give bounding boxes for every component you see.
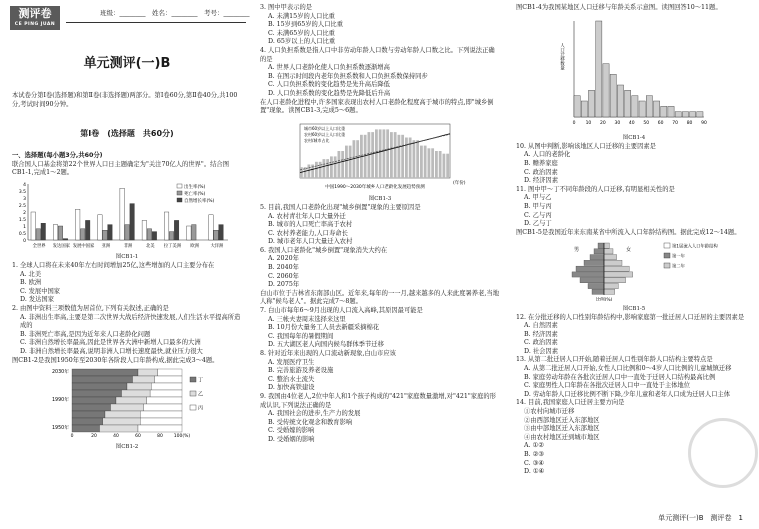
bar-2: [41, 223, 46, 240]
answer-option: D. 五大湖区老人向国内候鸟群体季节迁移: [268, 341, 384, 349]
question-text: 8. 针对近年来出现的人口流动新现象,白山市应该: [260, 350, 396, 357]
answer-option: A. 农村青壮年人口大量外迁: [268, 212, 346, 220]
bar: [588, 90, 594, 117]
figure-caption: 图CB1-1: [115, 254, 139, 261]
stacked-segment: [144, 404, 183, 411]
bar: [383, 129, 386, 178]
pyramid-bar-female: [604, 284, 618, 289]
bar-2: [152, 231, 157, 239]
bar-0: [142, 220, 147, 240]
bar: [308, 164, 311, 178]
pyramid-bar-male: [588, 284, 604, 289]
legend-swatch: [190, 391, 196, 396]
answer-option: D. 乙与丁: [524, 220, 552, 228]
y-tick-label: 0.5: [18, 231, 26, 237]
column-2: [260, 0, 500, 445]
bar-2: [108, 224, 113, 239]
bar-0: [120, 188, 125, 240]
intro-text: 本试卷分第Ⅰ卷(选择题)和第Ⅱ卷(非选择题)两部分。第Ⅰ卷60分,第Ⅱ卷40分,共100分,考试时间90分钟。: [12, 92, 238, 108]
stacked-bar-age-structure: [12, 365, 242, 439]
year-label: 1990年: [51, 398, 69, 404]
year-label: 1950年: [51, 426, 69, 432]
question-text: 7. 白山市每年6～9月出现的人口流入高峰,其原因最可能是: [260, 307, 423, 315]
legend-label: 城市60岁以上人口比重: [304, 125, 346, 131]
bar-0: [31, 212, 36, 240]
answer-option: B. 10月份大量务工人员去新疆采摘棉花: [268, 324, 380, 332]
bar-0: [209, 215, 214, 240]
answer-option: D. 2075年: [268, 281, 300, 289]
answer-option: A. 2020年: [268, 255, 299, 263]
x-tick-label: 0: [572, 120, 576, 126]
pyramid-bar-female: [604, 266, 629, 271]
bar: [326, 159, 329, 178]
y-tick-label: 3: [23, 196, 26, 202]
pyramid-bar-male: [598, 243, 604, 248]
stacked-segment: [155, 376, 183, 383]
pyramid-bar-female: [604, 249, 613, 254]
bar-1: [58, 226, 63, 240]
watermark-seal: [688, 418, 758, 488]
logo: 测评卷 CE PING JUAN: [10, 6, 60, 30]
bar: [610, 74, 616, 117]
stacked-segment: [103, 418, 140, 425]
line-chart-aging-trend: [280, 116, 480, 192]
bar: [413, 140, 416, 178]
y-tick-label: 4: [23, 182, 26, 188]
page-title: 单元测评(一)B: [83, 56, 171, 71]
bar: [443, 153, 446, 177]
stacked-segment: [140, 411, 182, 418]
stacked-segment: [158, 369, 182, 376]
stacked-segment: [111, 404, 144, 411]
question-text: 在人口老龄化进程中,许多国家表现出农村人口老龄化程度高于城市的特点,即"城乡倒置"现象。读图CB1-3,完成5～6题。: [260, 98, 494, 115]
answer-option: D. 非洲自然增长率最高,说明非洲人口增长速度最快,就业压力很大: [20, 347, 203, 355]
legend-label: 出生率(%): [184, 184, 206, 190]
pyramid-bar-female: [604, 261, 622, 266]
x-axis-label: (年份): [453, 180, 466, 186]
legend-label: 第1届流入人口年龄结构: [672, 244, 718, 250]
x-tick-label: 100(%): [173, 434, 191, 440]
bar-1: [36, 229, 41, 240]
x-tick-label: 拉丁美洲: [163, 243, 182, 249]
answer-option: D. 经济因素: [524, 177, 559, 185]
bar: [349, 145, 352, 177]
x-tick-label: 70: [672, 120, 678, 126]
question-text: ④由农村地区迁到城市地区: [524, 433, 600, 441]
stacked-segment: [72, 383, 127, 390]
histogram-migration-age: [556, 13, 716, 131]
bar-2: [174, 220, 179, 240]
question-text: 10. 从图中判断,影响该地区人口迁移的主要因素是: [516, 142, 656, 150]
answer-option: B. 2040年: [268, 264, 299, 272]
question-text: 11. 图中甲～丁不同年龄段的人口迁移,有明显相关性的是: [516, 185, 675, 193]
answer-option: B. 完善旅游及养老设施: [268, 367, 334, 375]
x-tick-label: 30: [614, 120, 621, 126]
pyramid-bar-male: [590, 255, 604, 260]
x-axis-label: 比例(%): [595, 298, 613, 302]
bar: [435, 151, 438, 178]
bar-1: [80, 229, 85, 240]
answer-option: C. 政治因素: [524, 339, 558, 347]
answer-option: B. 受传统文化观念和教育影响: [268, 418, 353, 426]
header-fields: 班级：________ 姓名：________ 考号：________: [100, 9, 250, 17]
x-tick-label: 20: [600, 120, 606, 126]
x-tick-label: 10: [585, 120, 592, 126]
pyramid-bar-male: [572, 272, 604, 277]
stacked-segment: [138, 425, 182, 432]
answer-option: B. 城市的人口死亡率高于农村: [268, 221, 353, 229]
bar-1: [214, 230, 219, 240]
figure-caption: 图CB1-3: [368, 196, 392, 203]
answer-option: B. 欧洲: [20, 279, 42, 287]
bar: [617, 85, 623, 117]
answer-option: D. 社会因素: [524, 347, 559, 355]
question-text: ③由中部地区迁入东部地区: [524, 425, 600, 433]
bar-0: [187, 226, 192, 240]
question-text: 1. 全球人口将在未来40年左右时间增加25亿,这些增加的人口主要分布在: [12, 261, 215, 269]
question-text: 白山市位于吉林省东南部山区。近年来,每年的一一月,越来越多的人来此度暑养老,当地人称"候鸟老人"。据此完成7～8题。: [260, 289, 499, 306]
answer-option: C. 受婚嫁的影响: [268, 427, 315, 435]
stacked-segment: [100, 425, 139, 432]
answer-option: C. 我国每年的暑假期间: [268, 332, 334, 340]
answer-option: B. 15岁到65岁的人口比重: [268, 21, 344, 29]
bar: [420, 145, 423, 177]
question-list: [12, 262, 242, 365]
question-text: ②由西部地区迁入东部地区: [524, 416, 600, 424]
x-tick-label: 发展中国家: [72, 243, 95, 249]
stacked-segment: [72, 369, 138, 376]
bar-2: [63, 238, 68, 239]
answer-option: C. 未满65岁的人口比重: [268, 29, 335, 37]
column-3: [516, 0, 752, 477]
bar: [345, 145, 348, 177]
legend-label: 第一年: [672, 254, 685, 260]
bar: [439, 151, 442, 178]
answer-option: A. 发展医疗卫生: [268, 358, 315, 366]
stacked-segment: [72, 376, 133, 383]
answer-option: C. 2060年: [268, 272, 299, 280]
bar: [697, 111, 703, 116]
answer-option: A. 三帐夫妻周末选择来这里: [268, 315, 346, 323]
bar: [424, 145, 427, 177]
x-tick-label: 大洋洲: [210, 243, 224, 249]
bar: [315, 162, 318, 178]
x-tick-label: 80: [157, 434, 163, 440]
pyramid-bar-female: [604, 290, 615, 295]
x-tick-label: 80: [686, 120, 693, 126]
bar: [632, 95, 638, 116]
question-text: 12. 在分批迁移的人口性别年龄结构中,影响家庭第一批迁居人口迁居的主要因素是: [516, 313, 745, 321]
answer-option: D. 加快高铁建设: [268, 384, 315, 392]
question-text: 14. 目前,我国家庭人口迁居主要方向是: [516, 399, 625, 407]
bar-0: [98, 215, 103, 240]
bar-0: [164, 212, 169, 240]
question-text: 3. 图中甲表示的是: [260, 4, 313, 11]
figure-caption: 图CB1-2: [115, 443, 139, 450]
bar: [661, 106, 667, 117]
answer-option: A. 甲与乙: [524, 194, 552, 202]
pyramid-bar-male: [594, 249, 604, 254]
answer-option: A. 我国社会的进步,生产力的发展: [268, 410, 361, 418]
bar: [596, 21, 602, 117]
x-tick-label: 0: [70, 434, 74, 440]
bar: [574, 95, 580, 116]
answer-option: C. 发展中国家: [20, 287, 61, 295]
answer-option: C. 家庭男性人口年龄在各批次迁居人口中一直处于主体地位: [524, 382, 691, 390]
pyramid-bar-male: [580, 278, 604, 283]
stacked-segment: [72, 397, 116, 404]
stacked-segment: [127, 383, 151, 390]
question-text: 5. 目前,我国人口老龄化出现"城乡倒置"现象的主要原因是: [260, 203, 421, 211]
bar: [653, 101, 659, 117]
stacked-segment: [116, 397, 147, 404]
bar-1: [103, 230, 108, 240]
bar: [364, 135, 367, 178]
x-tick-label: 北美: [145, 243, 155, 249]
answer-option: C. 政治因素: [524, 168, 558, 176]
stacked-segment: [147, 397, 182, 404]
bar-chart-birth-death: [12, 178, 242, 250]
stacked-segment: [133, 376, 155, 383]
answer-option: C. ③④: [524, 459, 544, 467]
pyramid-bar-female: [604, 255, 617, 260]
legend-label: 农村/城市占比: [304, 137, 330, 143]
answer-option: B. 赡养家庭: [524, 159, 558, 167]
y-tick-label: 0: [23, 238, 26, 244]
x-tick-label: 非洲: [123, 243, 133, 249]
stacked-segment: [138, 369, 158, 376]
legend-label: 自然增长率(%): [184, 198, 215, 204]
stacked-segment: [72, 418, 103, 425]
legend-label: 第二年: [672, 264, 685, 270]
bar: [394, 132, 397, 178]
bar: [625, 90, 631, 117]
bar: [323, 159, 326, 178]
answer-option: B. 甲与丙: [524, 202, 552, 210]
answer-option: C. 人口负担系数的变化趋势是先升高后降低: [268, 81, 390, 89]
answer-option: C. 乙与丙: [524, 211, 552, 219]
legend-swatch: [177, 198, 182, 202]
bar: [675, 111, 681, 116]
bar: [690, 111, 696, 116]
x-tick-label: 全世界: [32, 243, 46, 249]
bar: [446, 153, 449, 177]
figure-intro: 图CB1-4为我国某地区人口迁移与年龄关系示意图。读图回答10～11题。: [516, 4, 722, 11]
y-tick-label: 1: [23, 224, 26, 230]
bar-1: [147, 229, 152, 240]
pyramid-bar-male: [584, 261, 604, 266]
legend-swatch: [190, 405, 196, 410]
answer-option: D. 劳动年龄人口迁移比例不断下降,少年儿童和老年人口成为迁居人口主体: [524, 390, 731, 398]
x-tick-label: 40: [113, 434, 119, 440]
question-text: 4. 人口负担系数是指人口中非劳动年龄人口数与劳动年龄人口数之比。下列说法正确的是: [260, 46, 495, 63]
answer-option: A. 未满15岁的人口比重: [268, 12, 335, 20]
bar: [416, 140, 419, 178]
legend-swatch: [664, 243, 670, 248]
pyramid-bar-female: [604, 278, 626, 283]
population-pyramid: [534, 237, 734, 301]
figure-caption: 图CB1-4: [622, 135, 646, 142]
answer-option: D. 受婚姻的影响: [268, 435, 315, 443]
bar: [603, 63, 609, 116]
question-list: [260, 4, 500, 116]
answer-option: B. 家庭劳动年龄在各批次迁居人口中一直处于迁居人口结构最高比例: [524, 373, 716, 381]
stacked-segment: [140, 418, 182, 425]
x-tick-label: 60: [135, 434, 141, 440]
pyramid-bar-male: [576, 266, 604, 271]
answer-option: A. 世界人口老龄化使人口负担系数逐渐增高: [268, 64, 390, 72]
x-tick-label: 90: [701, 120, 707, 126]
stacked-segment: [105, 411, 140, 418]
bar-0: [53, 224, 58, 239]
section-heading: 一、选择题(每小题3分,共60分): [12, 152, 103, 159]
answer-option: B. 经济因素: [524, 330, 558, 338]
intro-block: [12, 92, 242, 109]
page-footer: 单元测评(一)B 测评卷 1: [658, 514, 743, 522]
legend-swatch: [177, 191, 182, 195]
answer-option: A. 非洲出生率高,主要是第二次世界大战后经济快速发展,人们生活水平提高所造成的: [20, 313, 241, 330]
bar-0: [75, 209, 80, 240]
bar: [379, 129, 382, 178]
answer-option: D. 发达国家: [20, 296, 55, 304]
question-text: 9. 我国由4位老人,2位中年人和1个孩子构成的"421"家庭数量激增,对"421"家庭的形成认识,下列说法正确的是: [260, 392, 496, 409]
x-tick-label: 40: [628, 120, 635, 126]
bar: [431, 148, 434, 178]
legend-label: 丁: [198, 377, 204, 384]
answer-option: D. 人口负担系数的变化趋势是先降低后升高: [268, 89, 391, 97]
bar-1: [169, 231, 174, 239]
bar: [668, 106, 674, 117]
bar: [386, 129, 389, 178]
answer-option: A. 自然因素: [524, 322, 558, 330]
year-label: 2030年: [51, 370, 69, 376]
y-tick-label: 2.5: [18, 203, 26, 209]
answer-option: D. ①④: [524, 468, 545, 476]
stacked-segment: [122, 390, 151, 397]
question-text: 2. 由图中资料三项数值为居首位,下列有关叙述,正确的是: [12, 304, 169, 312]
bar: [341, 151, 344, 178]
answer-option: D. 城市老年人口大量迁入农村: [268, 238, 353, 246]
pyramid-bar-male: [592, 290, 604, 295]
female-label: 女: [626, 247, 632, 254]
bar: [646, 95, 652, 116]
answer-option: C. 整治水土流失: [268, 375, 315, 383]
answer-option: D. 65岁以上的人口比重: [268, 38, 336, 46]
answer-option: A. ①②: [524, 442, 544, 450]
legend-swatch: [190, 377, 196, 382]
male-label: 男: [574, 247, 580, 254]
bar: [639, 101, 645, 117]
answer-option: A. 人口的老龄化: [524, 151, 571, 159]
answer-option: A. 从第二批迁居人口开始,女性人口比例和0～4岁人口比例的儿童城镇迁移: [524, 365, 732, 373]
x-tick-label: 欧洲: [190, 243, 199, 249]
legend-label: 死亡率(%): [184, 191, 206, 197]
bar: [405, 137, 408, 178]
bar: [338, 151, 341, 178]
question-text: 图CB1-5是我国近年来东南某省中所流入人口年龄结构图。据此完成12～14题。: [516, 228, 741, 236]
pyramid-bar-female: [604, 243, 609, 248]
x-tick-label: 发达国家: [52, 243, 70, 249]
y-axis-label: 人口迁移数量: [559, 42, 565, 70]
bar: [356, 140, 359, 178]
bar-2: [130, 203, 135, 239]
bar: [398, 135, 401, 178]
bar: [581, 101, 587, 117]
y-tick-label: 2: [23, 210, 26, 216]
x-tick-label: 50: [643, 120, 650, 126]
legend-swatch: [177, 184, 182, 188]
x-tick-label: 亚洲: [101, 243, 111, 249]
x-tick-label: 20: [91, 434, 97, 440]
part1-heading: 第Ⅰ卷 (选择题 共60分): [80, 129, 174, 138]
bar-2: [85, 220, 90, 240]
answer-option: A. 北美: [20, 270, 42, 278]
column-1: [12, 152, 242, 451]
stacked-segment: [150, 390, 182, 397]
bar: [330, 156, 333, 178]
question-list: [260, 204, 500, 445]
y-tick-label: 3.5: [18, 189, 26, 195]
stacked-segment: [72, 425, 100, 432]
legend-label: 乙: [198, 391, 204, 398]
answer-option: B. 在图示时间段内老年负担系数和人口负担系数保持同步: [268, 72, 428, 80]
bar: [334, 156, 337, 178]
y-tick-label: 1.5: [18, 217, 26, 223]
legend-label: 农村60岁以上人口比重: [304, 131, 346, 137]
passage-text: 联合国人口基金将第22个世界人口日主题确定为"关注70亿人的世界"。结合图CB1-1,完成1～2题。: [12, 160, 230, 177]
x-tick-label: 60: [657, 120, 664, 126]
pyramid-bar-female: [604, 272, 633, 277]
bar: [371, 132, 374, 178]
legend-swatch: [664, 253, 670, 258]
answer-option: B. ②③: [524, 451, 544, 458]
header-rule: [66, 22, 246, 23]
question-text: 6. 我国人口老龄化"城乡倒置"现象消失大约在: [260, 246, 388, 254]
bar: [401, 135, 404, 178]
figure-caption: 图CB1-5: [622, 305, 646, 312]
bar-1: [192, 224, 197, 239]
bar-1: [125, 224, 130, 239]
bar: [319, 162, 322, 178]
answer-option: ①农村向城市迁移: [524, 408, 575, 416]
bar: [428, 148, 431, 178]
bar: [375, 129, 378, 178]
answer-option: C. 非洲自然增长率最高,因此是世界各大洲中新增人口最多的大洲: [20, 339, 201, 347]
question-list: [516, 143, 752, 238]
answer-option: B. 非洲死亡率高,是因为近年来人口老龄化问题: [20, 330, 151, 338]
bar-2: [219, 224, 224, 239]
bar: [390, 132, 393, 178]
answer-option: C. 农村养老能力,人口寿命长: [268, 229, 348, 237]
question-text: 图CB1-2是我国1950年至2030年各阶段人口年龄构成,据此完成3～4题。: [12, 356, 219, 364]
stacked-segment: [151, 383, 182, 390]
stacked-segment: [72, 390, 122, 397]
stacked-segment: [72, 404, 111, 411]
legend-swatch: [664, 263, 670, 268]
stacked-segment: [72, 411, 105, 418]
legend-label: 丙: [198, 405, 204, 412]
chart-note: 中国1990～2030年城乡人口老龄化发展趋势预测: [325, 184, 425, 190]
question-text: 13. 从第二批迁居人口开始,随着迁居人口性别年龄人口结构主要特点是: [516, 356, 713, 364]
bar: [682, 111, 688, 116]
